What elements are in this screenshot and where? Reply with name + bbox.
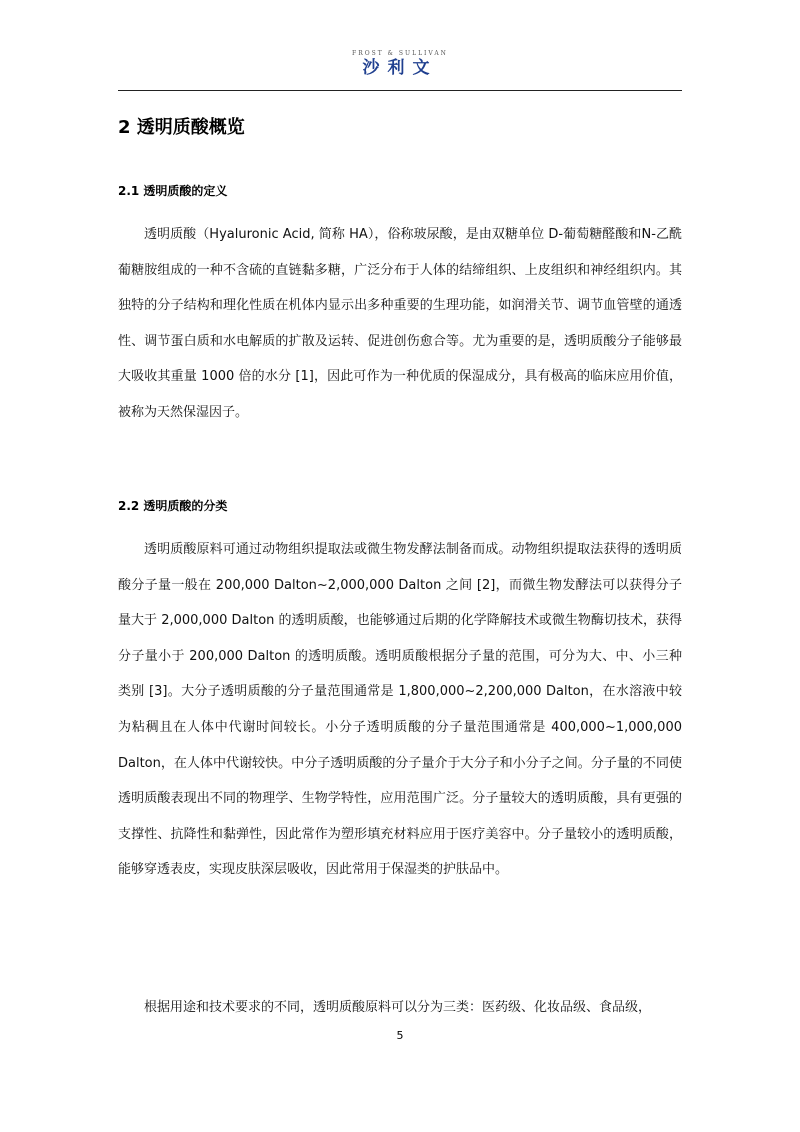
paragraph-grades: 根据用途和技术要求的不同，透明质酸原料可以分为三类：医药级、化妆品级、食品级，	[144, 1000, 652, 1015]
header-divider	[118, 90, 682, 91]
subsection-heading-classification: 2.2 透明质酸的分类	[118, 499, 228, 513]
section-heading: 2 透明质酸概览	[118, 117, 245, 138]
logo-english-text: FROST & SULLIVAN	[352, 50, 448, 57]
subsection-heading-definition: 2.1 透明质酸的定义	[118, 184, 228, 198]
page-number: 5	[396, 1029, 404, 1042]
paragraph-classification: 透明质酸原料可通过动物组织提取法或微生物发酵法制备而成。动物组织提取法获得的透明质酸分子量一般在 200,000 Dalton~2,000,000 Dalton 之间 [2]，而微生物发酵法可以获得分子量大于 2,000,000 Dalton 的透明质酸，也能够通过后期的化学降解技术或微生物酶切技术，获得分子量小于 200,000 Dalton 的透明质酸。透明质酸根据分子量的范围，可分为大、中、小三种类别 [3]。大分子透明质酸的分子量范围通常是 1,800,000~2,200,000 Dalton，在水溶液中较为粘稠且在人体中代谢时间较长。小分子透明质酸的分子量范围通常是 400,000~1,000,000 Dalton，在人体中代谢较快。中分子透明质酸的分子量介于大分子和小分子之间。分子量的不同使透明质酸表现出不同的物理学、生物学特性，应用范围广泛。分子量较大的透明质酸，具有更强的支撑性、抗降性和黏弹性，因此常作为塑形填充材料应用于医疗美容中。分子量较小的透明质酸，能够穿透表皮，实现皮肤深层吸收，因此常用于保湿类的护肤品中。	[118, 542, 682, 878]
paragraph-definition: 透明质酸（Hyaluronic Acid, 简称 HA），俗称玻尿酸，是由双糖单位 D-葡萄糖醛酸和N-乙酰葡糖胺组成的一种不含硫的直链黏多糖，广泛分布于人体的结缔组织、上皮组织和神经组织内。其独特的分子结构和理化性质在机体内显示出多种重要的生理功能，如润滑关节、调节血管壁的通透性、调节蛋白质和水电解质的扩散及运转、促进创伤愈合等。尤为重要的是，透明质酸分子能够最大吸收其重量 1000 倍的水分 [1]，因此可作为一种优质的保湿成分，具有极高的临床应用价值，被称为天然保湿因子。	[118, 227, 682, 420]
header-logo	[0, 50, 800, 78]
logo-chinese-text: 沙利文	[362, 58, 438, 78]
